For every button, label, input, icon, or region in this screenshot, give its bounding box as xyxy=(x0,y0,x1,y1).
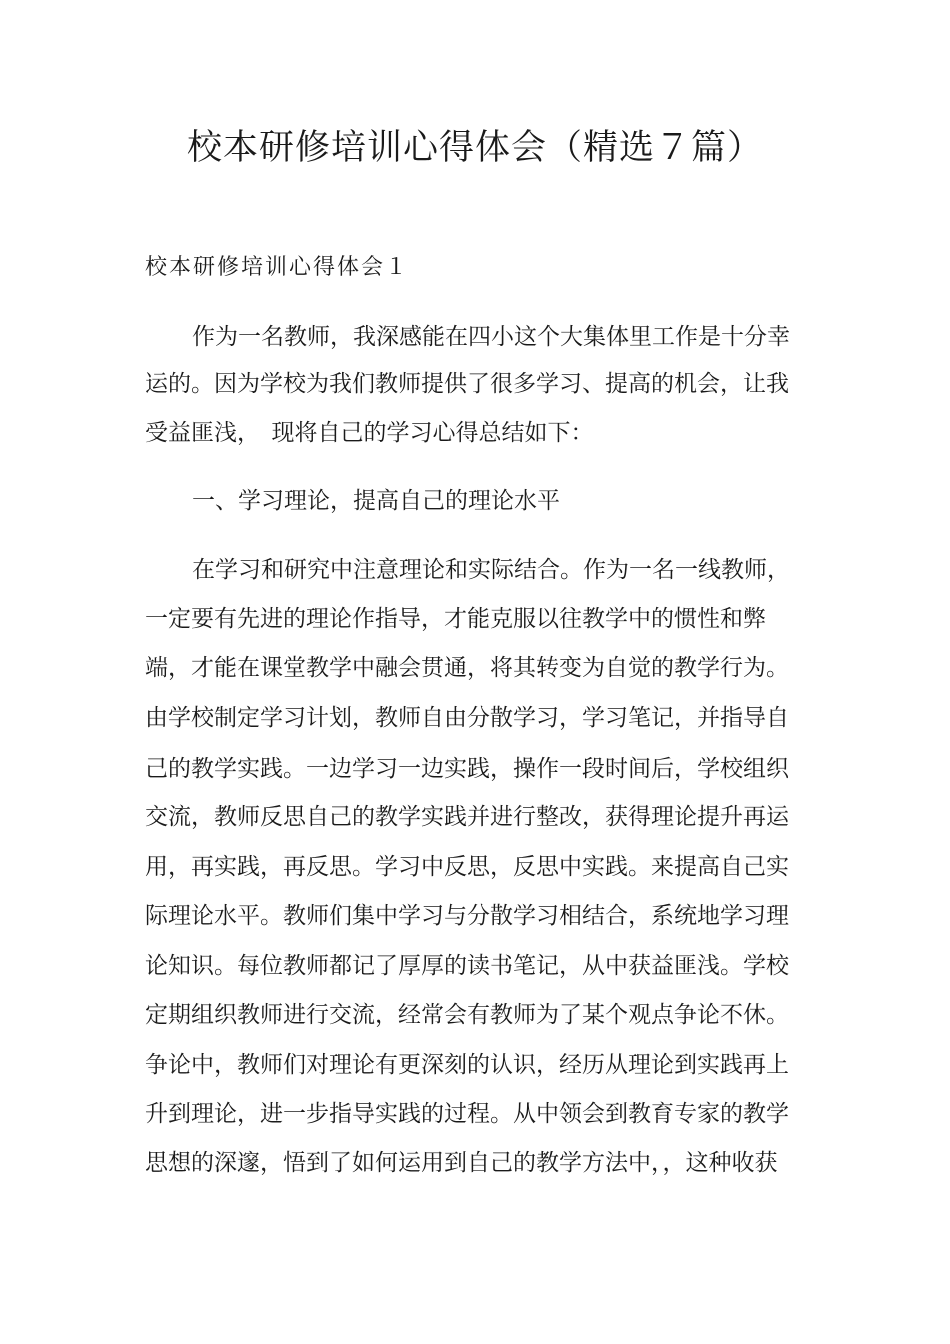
body-line-6: 交流，教师反思自己的教学实践并进行整改，获得理论提升再运 xyxy=(145,804,789,830)
body-line-2: 一定要有先进的理论作指导，才能克服以往教学中的惯性和弊 xyxy=(145,606,766,632)
body-line-10: 定期组织教师进行交流，经常会有教师为了某个观点争论不休。 xyxy=(145,1002,789,1028)
intro-line-2: 运的。因为学校为我们教师提供了很多学习、提高的机会，让我 xyxy=(145,371,789,397)
body-line-4: 由学校制定学习计划，教师自由分散学习，学习笔记，并指导自 xyxy=(145,705,789,731)
intro-line-1: 作为一名教师，我深感能在四小这个大集体里工作是十分幸 xyxy=(192,324,790,350)
body-line-9: 论知识。每位教师都记了厚厚的读书笔记，从中获益匪浅。学校 xyxy=(145,953,789,979)
intro-line-3: 受益匪浅， 现将自己的学习心得总结如下： xyxy=(145,420,594,446)
body-line-1: 在学习和研究中注意理论和实际结合。作为一名一线教师， xyxy=(192,557,790,583)
body-line-5: 己的教学实践。一边学习一边实践，操作一段时间后，学校组织 xyxy=(145,756,789,782)
section-title: 校本研修培训心得体会１ xyxy=(145,255,410,280)
body-line-3: 端，才能在课堂教学中融会贯通，将其转变为自觉的教学行为。 xyxy=(145,655,789,681)
body-line-7: 用，再实践，再反思。学习中反思，反思中实践。来提高自己实 xyxy=(145,854,789,880)
document-title: 校本研修培训心得体会（精选７篇） xyxy=(186,128,763,168)
body-line-11: 争论中，教师们对理论有更深刻的认识，经历从理论到实践再上 xyxy=(145,1052,789,1078)
body-line-12: 升到理论，进一步指导实践的过程。从中领会到教育专家的教学 xyxy=(145,1101,789,1127)
heading-1: 一、学习理论，提高自己的理论水平 xyxy=(192,488,560,514)
body-line-8: 际理论水平。教师们集中学习与分散学习相结合，系统地学习理 xyxy=(145,903,789,929)
body-line-13: 思想的深邃，悟到了如何运用到自己的教学方法中，，这种收获 xyxy=(145,1150,778,1176)
